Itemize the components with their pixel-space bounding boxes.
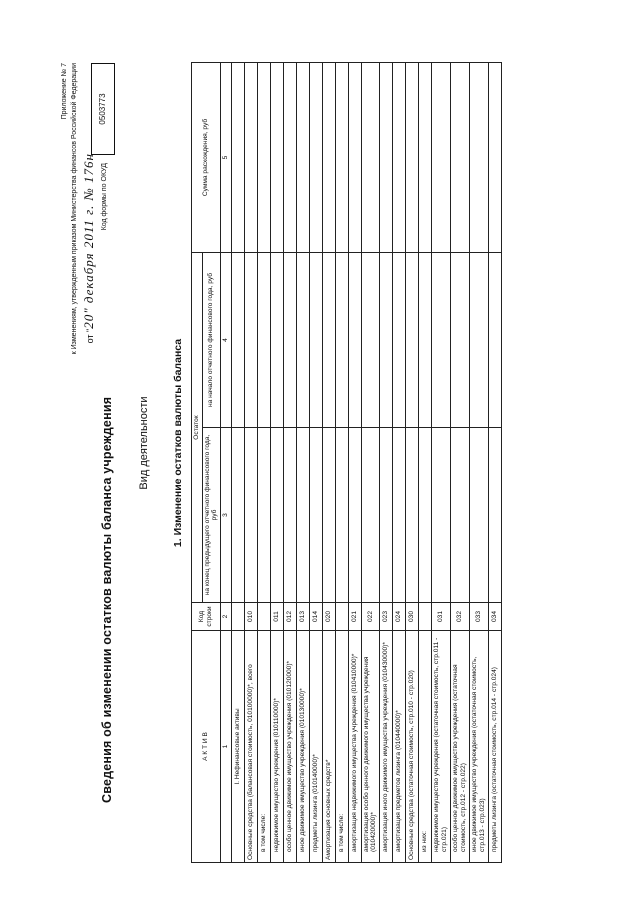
row-code: 020 bbox=[322, 602, 335, 630]
table-row bbox=[348, 62, 361, 862]
cell-difference bbox=[296, 62, 309, 252]
table-body bbox=[231, 62, 501, 862]
cell-start-year bbox=[431, 252, 450, 427]
row-code: 030 bbox=[405, 602, 418, 630]
row-label: предметы лизинга (010140000)* bbox=[309, 630, 322, 862]
cell-difference bbox=[431, 62, 450, 252]
row-label: недвижимое имущество учреждения (остаточная стоимость, стр.011 - стр.021) bbox=[431, 630, 450, 862]
cell-end-prev-year bbox=[361, 427, 379, 602]
section-title: 1. Изменение остатков валюты баланса bbox=[172, 338, 184, 547]
table-row bbox=[379, 62, 392, 862]
row-code: 011 bbox=[270, 602, 283, 630]
cell-start-year bbox=[322, 252, 335, 427]
table-row bbox=[296, 62, 309, 862]
header-asset: А К Т И В bbox=[192, 630, 221, 862]
cell-difference bbox=[469, 62, 488, 252]
table-row bbox=[431, 62, 450, 862]
activity-type-label: Вид деятельности bbox=[138, 395, 150, 490]
cell-difference bbox=[244, 62, 257, 252]
cell-difference bbox=[270, 62, 283, 252]
row-code: 024 bbox=[392, 602, 405, 630]
table-row bbox=[309, 62, 322, 862]
row-code: 034 bbox=[488, 602, 501, 630]
table-row bbox=[450, 62, 469, 862]
order-reference: к Изменениям, утвержденным приказом Министерства финансов Российской Федерации bbox=[71, 62, 78, 354]
table-row bbox=[231, 62, 244, 862]
cell-end-prev-year bbox=[270, 427, 283, 602]
okud-label: Код формы по ОКУД bbox=[101, 162, 108, 230]
table-row bbox=[322, 62, 335, 862]
cell-end-prev-year bbox=[296, 427, 309, 602]
row-code bbox=[231, 602, 244, 630]
col-number: 3 bbox=[220, 427, 231, 602]
cell-start-year bbox=[469, 252, 488, 427]
cell-difference bbox=[322, 62, 335, 252]
order-date-handwritten: 20" декабря 2011 г. № 176н bbox=[81, 152, 96, 329]
row-code: 012 bbox=[283, 602, 296, 630]
cell-end-prev-year bbox=[418, 427, 431, 602]
cell-end-prev-year bbox=[379, 427, 392, 602]
cell-end-prev-year bbox=[488, 427, 501, 602]
header-start-year: на начало отчетного финансового года, руб bbox=[202, 252, 220, 427]
cell-end-prev-year bbox=[348, 427, 361, 602]
col-number: 1 bbox=[220, 630, 231, 862]
header-sum: Сумма расхождения, руб bbox=[192, 62, 221, 252]
row-code: 013 bbox=[296, 602, 309, 630]
col-number: 2 bbox=[220, 602, 231, 630]
cell-start-year bbox=[231, 252, 244, 427]
table-row bbox=[335, 62, 348, 862]
header-end-prev-year: на конец предыдущего отчетного финансового года, руб bbox=[202, 427, 220, 602]
table-row bbox=[257, 62, 270, 862]
cell-start-year bbox=[361, 252, 379, 427]
table-row bbox=[488, 62, 501, 862]
row-code: 021 bbox=[348, 602, 361, 630]
row-code: 022 bbox=[361, 602, 379, 630]
cell-start-year bbox=[418, 252, 431, 427]
cell-difference bbox=[231, 62, 244, 252]
cell-start-year bbox=[392, 252, 405, 427]
cell-difference bbox=[405, 62, 418, 252]
cell-difference bbox=[450, 62, 469, 252]
cell-start-year bbox=[257, 252, 270, 427]
cell-difference bbox=[283, 62, 296, 252]
col-number: 5 bbox=[220, 62, 231, 252]
cell-end-prev-year bbox=[450, 427, 469, 602]
row-label: из них: bbox=[418, 630, 431, 862]
cell-start-year bbox=[379, 252, 392, 427]
balance-table bbox=[191, 62, 502, 863]
table-row bbox=[469, 62, 488, 862]
order-date bbox=[81, 152, 96, 343]
cell-end-prev-year bbox=[309, 427, 322, 602]
col-number: 4 bbox=[220, 252, 231, 427]
cell-end-prev-year bbox=[283, 427, 296, 602]
row-label: Основные средства (балансовая стоимость, 010100000)*, всего bbox=[244, 630, 257, 862]
cell-difference bbox=[392, 62, 405, 252]
appendix-label: Приложение № 7 bbox=[61, 62, 68, 119]
cell-end-prev-year bbox=[322, 427, 335, 602]
row-code: 033 bbox=[469, 602, 488, 630]
okud-code: 0503773 bbox=[98, 92, 107, 125]
row-code: 023 bbox=[379, 602, 392, 630]
cell-difference bbox=[348, 62, 361, 252]
cell-start-year bbox=[296, 252, 309, 427]
cell-difference bbox=[361, 62, 379, 252]
cell-end-prev-year bbox=[244, 427, 257, 602]
rotated-page bbox=[60, 23, 580, 883]
cell-difference bbox=[488, 62, 501, 252]
okud-code-box bbox=[91, 63, 115, 155]
row-label: амортизация иного движимого имущества учреждения (010430000)* bbox=[379, 630, 392, 862]
row-label: иное движимое имущество учреждения (010130000)* bbox=[296, 630, 309, 862]
row-code bbox=[257, 602, 270, 630]
cell-end-prev-year bbox=[231, 427, 244, 602]
cell-start-year bbox=[283, 252, 296, 427]
cell-end-prev-year bbox=[431, 427, 450, 602]
row-label: иное движимое имущество учреждения (остаточная стоимость, стр.013 - стр.023) bbox=[469, 630, 488, 862]
row-label: Амортизация основных средств* bbox=[322, 630, 335, 862]
cell-start-year bbox=[348, 252, 361, 427]
cell-start-year bbox=[335, 252, 348, 427]
row-code bbox=[418, 602, 431, 630]
cell-start-year bbox=[270, 252, 283, 427]
row-code: 031 bbox=[431, 602, 450, 630]
header-code: Код строки bbox=[192, 602, 221, 630]
cell-difference bbox=[257, 62, 270, 252]
table-row bbox=[405, 62, 418, 862]
row-label: амортизация особо ценного движимого имущества учреждения (010420000)* bbox=[361, 630, 379, 862]
cell-difference bbox=[335, 62, 348, 252]
row-label: в том числе: bbox=[335, 630, 348, 862]
page-title: Сведения об изменении остатков валюты баланса учреждения bbox=[100, 396, 114, 803]
table-row bbox=[418, 62, 431, 862]
table-row bbox=[244, 62, 257, 862]
cell-end-prev-year bbox=[405, 427, 418, 602]
cell-difference bbox=[309, 62, 322, 252]
table-row bbox=[392, 62, 405, 862]
row-code bbox=[335, 602, 348, 630]
row-code: 014 bbox=[309, 602, 322, 630]
row-label: амортизация недвижимого имущества учреждения (010410000)* bbox=[348, 630, 361, 862]
cell-start-year bbox=[244, 252, 257, 427]
row-code: 032 bbox=[450, 602, 469, 630]
cell-difference bbox=[379, 62, 392, 252]
row-label: Основные средства (остаточная стоимость, стр.010 - стр.020) bbox=[405, 630, 418, 862]
row-label: особо ценное движимое имущество учреждения (010120000)* bbox=[283, 630, 296, 862]
cell-end-prev-year bbox=[469, 427, 488, 602]
row-label: I. Нефинансовые активы bbox=[231, 630, 244, 862]
order-date-prefix: от " bbox=[85, 328, 95, 343]
cell-start-year bbox=[309, 252, 322, 427]
row-label: амортизация предметов лизинга (010440000)* bbox=[392, 630, 405, 862]
row-code: 010 bbox=[244, 602, 257, 630]
table-row bbox=[283, 62, 296, 862]
table-row bbox=[361, 62, 379, 862]
row-label: недвижимое имущество учреждения (010110000)* bbox=[270, 630, 283, 862]
row-label: особо ценное движимое имущество учреждения (остаточная стоимость, стр.012 - стр.022) bbox=[450, 630, 469, 862]
cell-end-prev-year bbox=[257, 427, 270, 602]
cell-difference bbox=[418, 62, 431, 252]
cell-end-prev-year bbox=[392, 427, 405, 602]
cell-end-prev-year bbox=[335, 427, 348, 602]
header-balance: Остаток bbox=[192, 252, 203, 602]
row-label: в том числе: bbox=[257, 630, 270, 862]
row-label: предметы лизинга (остаточная стоимость, стр.014 - стр.024) bbox=[488, 630, 501, 862]
cell-start-year bbox=[488, 252, 501, 427]
table-row bbox=[270, 62, 283, 862]
cell-start-year bbox=[450, 252, 469, 427]
cell-start-year bbox=[405, 252, 418, 427]
